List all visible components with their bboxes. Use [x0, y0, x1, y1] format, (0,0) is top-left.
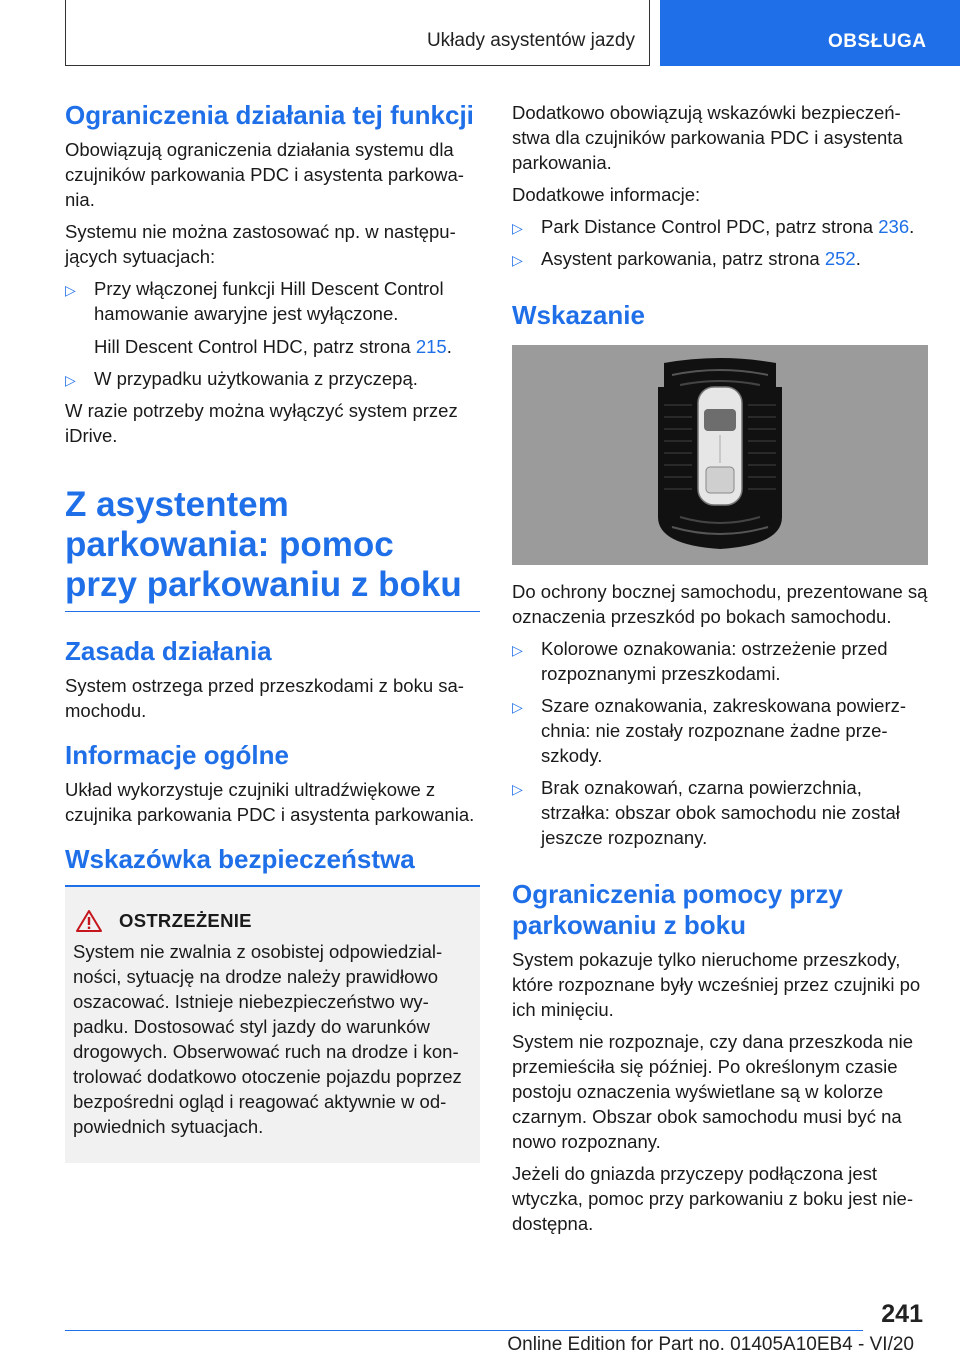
- list-item-text: Asystent parkowania, patrz strona: [541, 248, 825, 269]
- limits-paragraph-2: Systemu nie można zastosować np. w następujących sytuacjach:: [65, 221, 456, 267]
- triangle-right-icon: ▷: [65, 372, 76, 388]
- list-item: [65, 276, 480, 359]
- page-link-236[interactable]: 236: [878, 216, 910, 237]
- list-item-text: W przypadku użytkowania z przyczepą.: [94, 368, 418, 389]
- list-item: [65, 366, 480, 391]
- header-chapter-label: OBSŁUGA: [828, 31, 927, 52]
- page-link-252[interactable]: 252: [824, 248, 856, 269]
- general-paragraph: Układ wykorzystuje czujniki ultradźwiękowe z czujnika parkowania PDC i asystenta parkowania.: [65, 779, 475, 825]
- parking-display-illustration: [512, 345, 928, 565]
- limits2-heading: Ograniczenia pomocy przy parkowaniu z boku: [512, 879, 843, 940]
- footer-edition: Online Edition for Part no. 01405A10EB4 - VI/20: [507, 1334, 914, 1355]
- safety-heading-block: [65, 844, 480, 887]
- list-item-text: Park Distance Control PDC, patrz strona: [541, 216, 879, 237]
- triangle-right-icon: ▷: [512, 781, 523, 797]
- list-item-text: Przy włączonej funkcji Hill Descent Control hamowanie awaryjne jest wyłączone.: [94, 278, 444, 324]
- triangle-right-icon: ▷: [512, 699, 523, 715]
- principle-heading: Zasada działania: [65, 636, 272, 666]
- warning-title: OSTRZEŻENIE: [119, 910, 252, 931]
- right-paragraph-2: Dodatkowe informacje:: [512, 184, 701, 205]
- left-column: [65, 100, 480, 1163]
- warning-text: System nie zwalnia z osobistej odpowiedzialności, sytuację na drodze należy prawidłowo oszacować. Istnieje niebezpieczeństwo wypadku. Dostosować styl jazdy do warunków drogowych. Obserwować ruch na drodze i kontrolować dodatkowo otoczenie pojazdu poprzez bezpośredni ogląd i reagować aktywnie w odpowiednich sytuacjach.: [73, 941, 462, 1137]
- warning-header: [73, 909, 472, 933]
- warning-box: [65, 887, 480, 1163]
- list-item-text: Kolorowe oznakowania: ostrzeżenie przed rozpoznanymi przeszkodami.: [541, 638, 888, 684]
- triangle-right-icon: ▷: [65, 282, 76, 298]
- limits-paragraph-1: Obowiązują ograniczenia działania systemu dla czujników parkowania PDC i asystenta parkowania.: [65, 139, 464, 210]
- header-chapter-tab: [660, 0, 960, 66]
- chapter-title-block: [65, 485, 480, 612]
- triangle-right-icon: ▷: [512, 220, 523, 236]
- chapter-title: Z asystentem parkowania: pomoc przy parkowaniu z boku: [65, 485, 462, 604]
- page-link-215[interactable]: 215: [415, 336, 447, 357]
- footer-rule: [65, 1330, 863, 1331]
- header-section-title: Układy asystentów jazdy: [426, 30, 635, 51]
- right-column: [512, 100, 928, 1243]
- parking-display-figure: [512, 345, 928, 565]
- warning-triangle-icon: [75, 909, 103, 933]
- right-paragraph-1: Dodatkowo obowiązują wskazówki bezpieczeństwa dla czujników parkowania PDC i asystenta parkowania.: [512, 102, 903, 173]
- list-item: [512, 775, 928, 850]
- list-item: ▷ Park Distance Control PDC, patrz strona 236.: [512, 214, 928, 239]
- principle-paragraph: System ostrzega przed przeszkodami z boku samochodu.: [65, 675, 464, 721]
- limits-paragraph-3: W razie potrzeby można wyłączyć system przez iDrive.: [65, 400, 458, 446]
- triangle-right-icon: ▷: [512, 642, 523, 658]
- limits-heading: Ograniczenia działania tej funkcji: [65, 100, 474, 130]
- list-item: [512, 636, 928, 686]
- limits2-paragraph-3: Jeżeli do gniazda przyczepy podłączona jest wtyczka, pomoc przy parkowaniu z boku jest niedostępna.: [512, 1163, 914, 1234]
- page-number: 241: [881, 1300, 923, 1328]
- limits-list: [65, 276, 480, 391]
- limits2-paragraph-2: System nie rozpoznaje, czy dana przeszkoda nie przemieściła się później. Po określonym czasie postoju oznaczenia wyświetlane są w kolorze czarnym. Obszar obok samochodu musi być na nowo rozpoznany.: [512, 1031, 914, 1152]
- general-heading: Informacje ogólne: [65, 740, 289, 770]
- display-heading: Wskazanie: [512, 300, 645, 330]
- limits2-paragraph-1: System pokazuje tylko nieruchome przeszkody, które rozpoznane były wcześniej przez czujniki po ich minięciu.: [512, 949, 921, 1020]
- safety-heading: Wskazówka bezpieczeństwa: [65, 844, 415, 874]
- list-item: [512, 693, 928, 768]
- display-paragraph: Do ochrony bocznej samochodu, prezentowane są oznaczenia przeszkód po bokach samochodu.: [512, 581, 928, 627]
- header-section-box: [65, 0, 650, 66]
- list-item-text: Brak oznakowań, czarna powierzchnia, strzałka: obszar obok samochodu nie został jeszcze rozpoznany.: [541, 777, 900, 848]
- triangle-right-icon: ▷: [512, 252, 523, 268]
- xref-text: Hill Descent Control HDC, patrz strona: [94, 336, 416, 357]
- list-item: ▷ Asystent parkowania, patrz strona 252.: [512, 246, 928, 271]
- marking-list: [512, 636, 928, 850]
- list-item-subtext: Hill Descent Control HDC, patrz strona 215.: [94, 336, 452, 357]
- list-item-text: Szare oznakowania, zakreskowana powierzchnia: nie zostały rozpoznane żadne przeszkody.: [541, 695, 907, 766]
- info-list: [512, 214, 928, 271]
